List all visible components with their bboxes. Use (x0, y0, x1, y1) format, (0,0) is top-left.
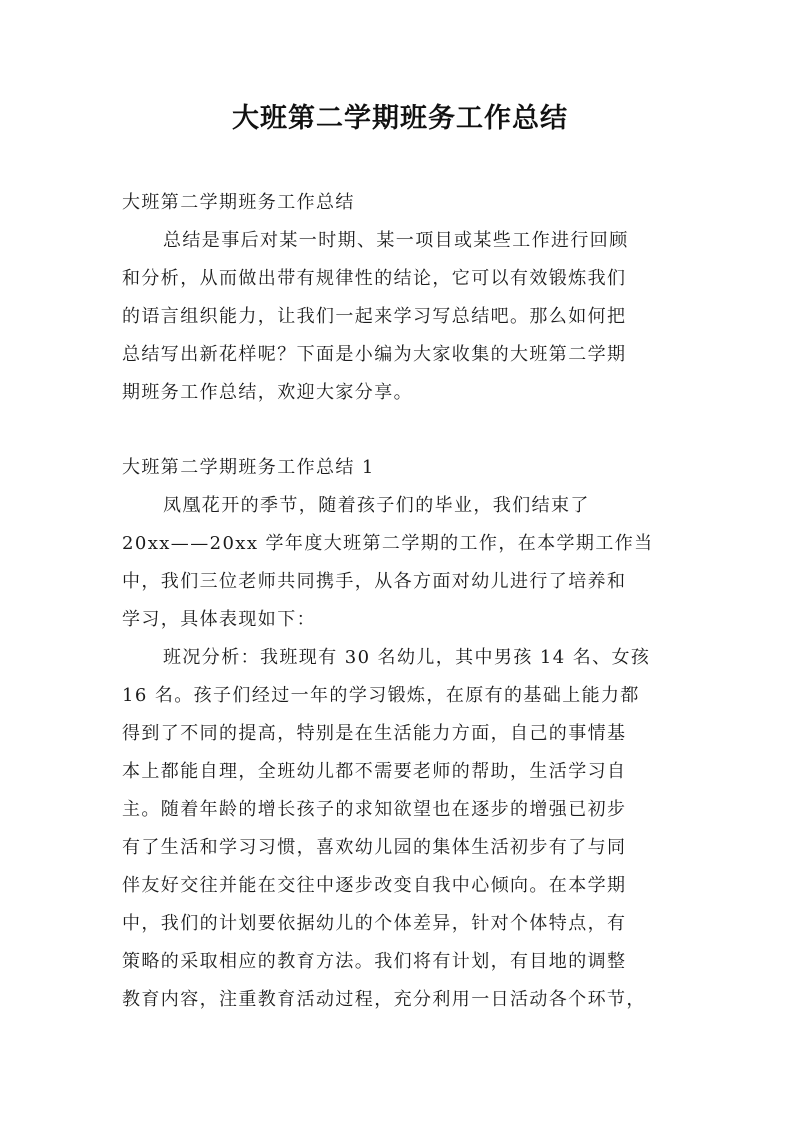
paragraph-line: 伴友好交往并能在交往中逐步改变自我中心倾向。在本学期 (122, 875, 627, 896)
paragraph-line: 20xx——20xx 学年度大班第二学期的工作，在本学期工作当 (122, 533, 654, 554)
paragraph-line: 有了生活和学习习惯，喜欢幼儿园的集体生活初步有了与同 (122, 837, 627, 858)
intro-line: 总结写出新花样呢？下面是小编为大家收集的大班第二学期 (122, 344, 627, 365)
paragraph-line: 中，我们三位老师共同携手，从各方面对幼儿进行了培养和 (122, 571, 627, 592)
paragraph-line: 教育内容，注重教育活动过程，充分利用一日活动各个环节， (122, 989, 646, 1010)
intro-line: 和分析，从而做出带有规律性的结论，它可以有效锻炼我们 (122, 268, 627, 289)
paragraph-line: 中，我们的计划要依据幼儿的个体差异，针对个体特点，有 (122, 913, 627, 934)
intro-line: 的语言组织能力，让我们一起来学习写总结吧。那么如何把 (122, 306, 627, 327)
paragraph-line: 本上都能自理，全班幼儿都不需要老师的帮助，生活学习自 (122, 761, 627, 782)
intro-line: 期班务工作总结，欢迎大家分享。 (122, 382, 413, 403)
document-title: 大班第二学期班务工作总结 (232, 103, 568, 134)
paragraph-line: 凤凰花开的季节，随着孩子们的毕业，我们结束了 (163, 495, 590, 516)
paragraph-line: 得到了不同的提高，特别是在生活能力方面，自己的事情基 (122, 723, 627, 744)
intro-line: 总结是事后对某一时期、某一项目或某些工作进行回顾 (163, 230, 629, 251)
paragraph-line: 主。随着年龄的增长孩子的求知欲望也在逐步的增强已初步 (122, 799, 627, 820)
paragraph-line: 学习，具体表现如下： (122, 609, 316, 630)
document-subtitle: 大班第二学期班务工作总结 (122, 192, 355, 213)
section-heading: 大班第二学期班务工作总结 1 (122, 457, 375, 478)
paragraph-line: 班况分析：我班现有 30 名幼儿，其中男孩 14 名、女孩 (163, 647, 651, 668)
paragraph-line: 16 名。孩子们经过一年的学习锻炼，在原有的基础上能力都 (122, 685, 640, 706)
paragraph-line: 策略的采取相应的教育方法。我们将有计划，有目地的调整 (122, 951, 627, 972)
